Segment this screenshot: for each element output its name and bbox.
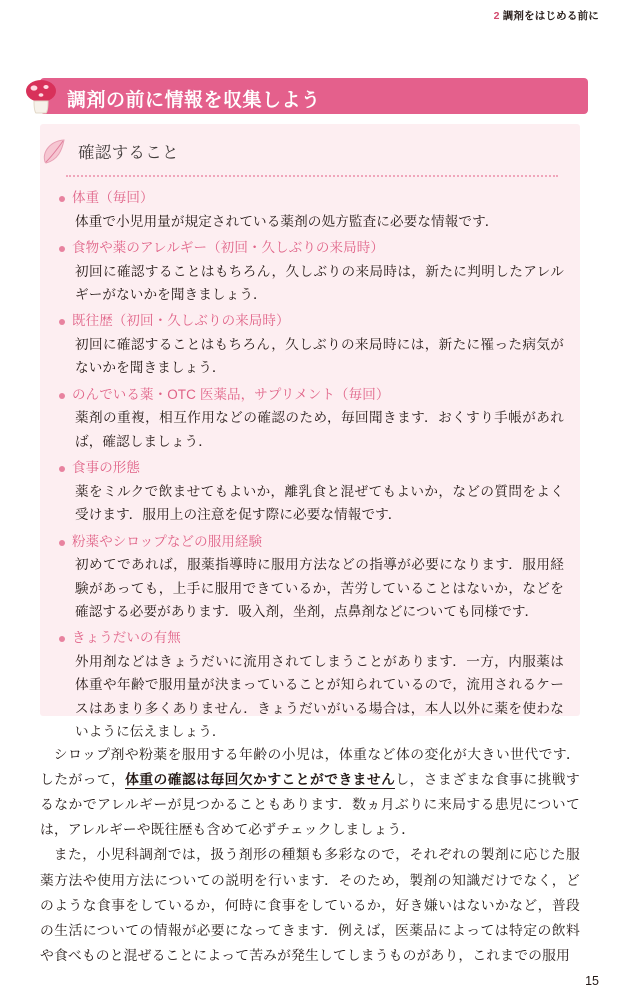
confirm-panel-title-row xyxy=(78,139,179,163)
list-item-body: 初回に確認することはもちろん，久しぶりの来局時には，新たに罹った病気がないかを聞きましょう． xyxy=(75,337,564,376)
running-header-number: 2 xyxy=(493,10,500,22)
list-item-body: 薬をミルクで飲ませてもよいか，離乳食と混ぜてもよいか，などの質問をよく受けます．服用上の注意を促す際に必要な情報です． xyxy=(75,483,564,523)
list-item-head: 既往歴（初回・久しぶりの来局時） xyxy=(58,309,564,333)
list-item-head: のんでいる薬・OTC 医薬品，サプリメント（毎回） xyxy=(58,383,564,407)
list-item xyxy=(58,309,564,379)
list-item-head: きょうだいの有無 xyxy=(58,626,564,650)
list-item xyxy=(58,186,564,233)
list-item xyxy=(58,456,564,526)
list-item-head: 食物や薬のアレルギー（初回・久しぶりの来局時） xyxy=(58,236,564,260)
list-item-head: 食事の形態 xyxy=(58,456,564,480)
leaf-icon xyxy=(40,138,74,168)
mushroom-icon xyxy=(20,74,62,116)
running-header-text: 調剤をはじめる前に xyxy=(502,10,599,22)
section-heading-text: 調剤の前に情報を収集しよう xyxy=(67,90,321,111)
list-item-body: 初回に確認することはもちろん，久しぶりの来局時は，新たに判明したアレルギーがないかを聞きましょう． xyxy=(75,263,564,302)
running-header xyxy=(494,8,599,23)
list-item xyxy=(58,383,564,453)
list-item xyxy=(58,236,564,306)
list-item xyxy=(58,626,564,743)
list-item-body: 体重で小児用量が規定されている薬剤の処方監査に必要な情報です． xyxy=(75,213,499,229)
paragraph-1-emphasis: 体重の確認は毎回欠かすことができません xyxy=(125,772,396,788)
list-item-head: 体重（毎回） xyxy=(58,186,564,210)
paragraph-1 xyxy=(40,742,580,842)
list-item-head: 粉薬やシロップなどの服用経験 xyxy=(58,530,564,554)
paragraph-1-part-2: し，さまざまな食事に挑戦するなかでアレルギーが見つかることもあります．数ヵ月ぶりに来局する患児については，アレルギーや既往歴も含めて必ずチェックしましょう． xyxy=(40,772,581,838)
list-item xyxy=(58,530,564,624)
panel-divider xyxy=(66,175,558,177)
list-item-body: 初めてであれば，服薬指導時に服用方法などの指導が必要になります．服用経験があっても，上手に服用できているか，苦労していることはないか，などを確認する必要があります．吸入剤，坐剤，点鼻剤などについても同様です． xyxy=(75,557,564,619)
page-number: 15 xyxy=(585,974,599,988)
paragraph-1-part-1: シロップ剤や粉薬を服用する年齢の小児は，体重など体の変化が大きい世代です．したがって， xyxy=(40,747,580,788)
paragraph-2: また，小児科調剤では，扱う剤形の種類も多彩なので，それぞれの製剤に応じた服薬方法や使用方法についての説明を行います．そのため，製剤の知識だけでなく，どのような食事をしているか，何時に食事をしているか，好き嫌いはないかなど，普段の生活についての情報が必要になってきます．例えば，医薬品によっては特定の飲料や食べものと混ぜることによって苦みが発生してしまうものがあり，これまでの服用 xyxy=(40,847,580,963)
section-heading xyxy=(12,78,588,114)
list-item-body: 外用剤などはきょうだいに流用されてしまうことがあります．一方，内服薬は体重や年齢で服用量が決まっていることが知られているので，流用されるケースはあまり多くありません．きょうだいがいる場合は，本人以外に薬を使わないように伝えましょう． xyxy=(75,653,564,739)
body-text xyxy=(40,742,580,968)
confirm-item-list xyxy=(58,186,564,746)
confirm-panel-title: 確認すること xyxy=(78,144,179,162)
list-item-body: 薬剤の重複，相互作用などの確認のため，毎回聞きます．おくすり手帳があれば，確認しましょう． xyxy=(75,410,564,449)
